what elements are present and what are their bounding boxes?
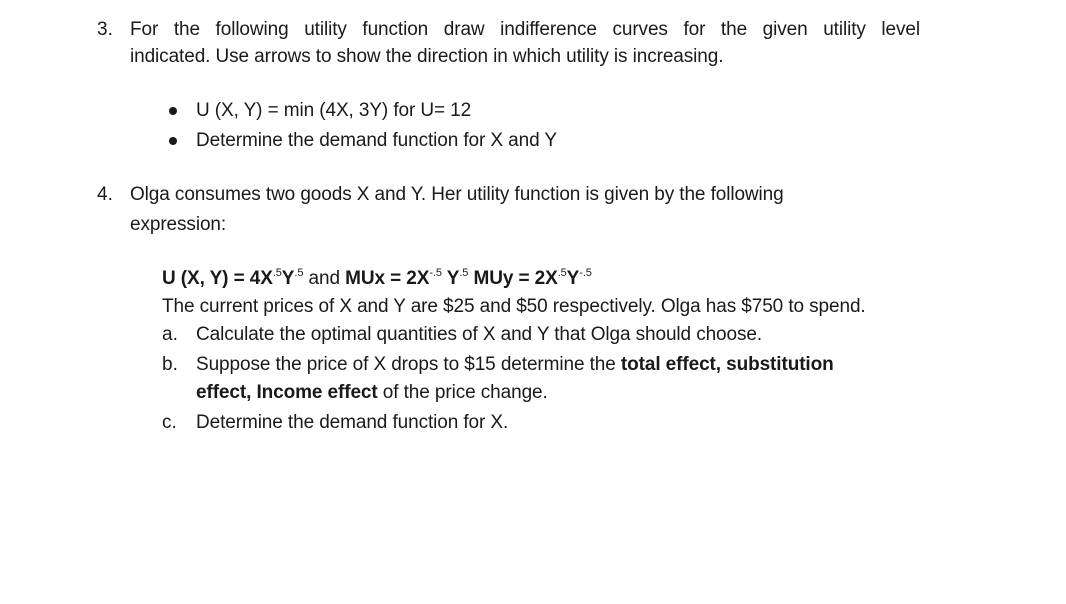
question-3-bullet-2: Determine the demand function for X and Y [196, 130, 557, 151]
question-3-line-2: indicated. Use arrows to show the direction in which utility is increasing. [130, 46, 724, 67]
question-3-line-1-word: function [362, 19, 429, 40]
part-b-label: b. [162, 354, 178, 375]
question-3-number: 3. [97, 19, 113, 40]
mux-lhs: MUx = 2X [345, 268, 430, 289]
part-c-label: c. [162, 412, 177, 433]
variable-y: Y [566, 268, 580, 289]
question-3-line-1-word: the [173, 19, 200, 40]
exponent: .5 [459, 267, 469, 279]
part-b-text-line-2 [196, 382, 548, 404]
part-b-text-pre: Suppose the price of X drops to $15 determine the [196, 354, 621, 375]
and-text: and [303, 268, 346, 289]
part-b-text-line-1 [196, 354, 834, 376]
part-b-bold-2: effect, Income effect [196, 382, 378, 403]
question-3-line-1-word: draw [443, 19, 485, 40]
exponent: -.5 [429, 267, 442, 279]
part-c-text: Determine the demand function for X. [196, 412, 509, 433]
prices-statement: The current prices of X and Y are $25 and $50 respectively. Olga has $750 to spend. [162, 296, 866, 317]
utility-formula [162, 268, 592, 290]
utility-function-lhs: U (X, Y) = 4X [162, 268, 273, 289]
exponent: .5 [557, 267, 567, 279]
question-4-intro-line-2: expression: [130, 214, 227, 235]
question-3-line-1-word: indifference [500, 19, 597, 40]
question-4-intro-line-1: Olga consumes two goods X and Y. Her utility function is given by the following [130, 184, 784, 205]
variable-y: Y [441, 268, 460, 289]
part-b-bold-1: total effect, substitution [620, 354, 834, 375]
question-3-line-1-word: curves [612, 19, 668, 40]
question-3-line-1-word: following [215, 19, 289, 40]
exponent: .5 [272, 267, 282, 279]
question-3-line-1-word: for [683, 19, 706, 40]
question-3-line-1-word: the [720, 19, 748, 40]
bullet-icon [169, 137, 177, 145]
question-3-line-1-word: level [881, 19, 920, 40]
variable-y: Y [281, 268, 295, 289]
muy-lhs: MUy = 2X [468, 268, 558, 289]
question-3-line-1-word: given [762, 19, 808, 40]
bullet-icon [169, 107, 177, 115]
question-3-line-1-word: utility [823, 19, 866, 40]
part-b-text-post: of the price change. [377, 382, 548, 403]
part-a-text: Calculate the optimal quantities of X and Y that Olga should choose. [196, 324, 763, 345]
question-3-bullet-1: U (X, Y) = min (4X, 3Y) for U= 12 [196, 100, 472, 121]
question-3-line-1-word: utility [304, 19, 347, 40]
question-4-number: 4. [97, 184, 113, 205]
part-a-label: a. [162, 324, 178, 345]
question-3-line-1-word: For [130, 19, 159, 40]
exponent: -.5 [579, 267, 592, 279]
question-3-line-1 [130, 19, 920, 41]
exponent: .5 [294, 267, 304, 279]
